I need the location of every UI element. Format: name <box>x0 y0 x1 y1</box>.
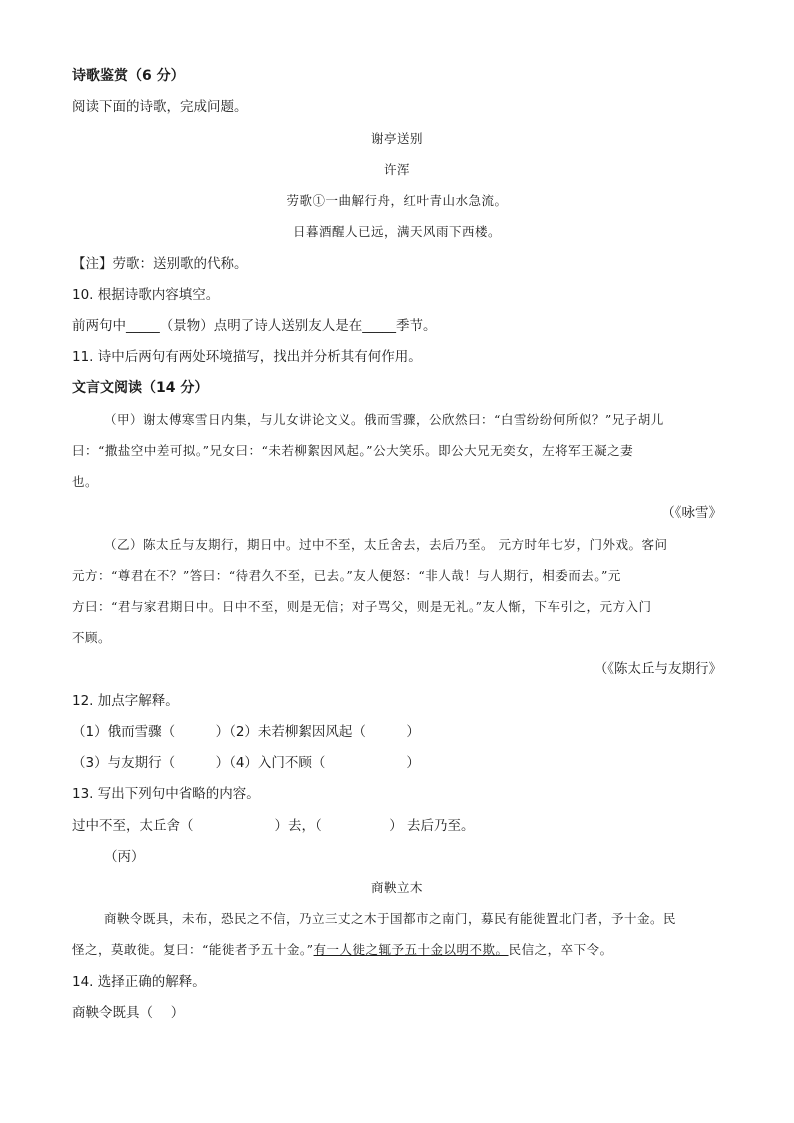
passage-yi-line-2: 元方：“尊君在不？”答曰：“待君久不至，已去。”友人便怒：“非人哉！与人期行，相委而去。”元 <box>72 568 621 583</box>
poem-title: 谢亭送别 <box>370 131 423 146</box>
question-12: 12. 加点字解释。 <box>72 693 179 709</box>
passage-jia-line-1: （甲）谢太傅寒雪日内集，与儿女讲论文义。俄而雪骤，公欣然曰：“白雪纷纷何所似？”兄子胡儿 <box>104 412 664 427</box>
question-10-fill: 前两句中_____（景物）点明了诗人送别友人是在_____季节。 <box>72 318 437 334</box>
passage-yi-source: （《陈太丘与友期行》 <box>593 661 722 677</box>
question-12-items-a: （1）俄而雪骤（ ）（2）未若柳絮因风起（ ） <box>72 724 420 740</box>
underlined-sentence: 有一人徙之辄予五十金以明不欺。 <box>313 942 509 957</box>
passage-bing-line-2-post: 民信之，卒下令。 <box>508 942 613 957</box>
passage-bing-line-1: 商鞅令既具，未布，恐民之不信，乃立三丈之木于国都市之南门，募民有能徙置北门者，予十金。民 <box>104 911 677 926</box>
poem-author: 许浑 <box>383 162 410 177</box>
passage-jia-line-2: 曰：“撒盐空中差可拟。”兄女曰：“未若柳絮因风起。”公大笑乐。即公大兄无奕女，左将军王凝之妻 <box>72 443 634 458</box>
classical-heading: 文言文阅读（14 分） <box>72 380 209 396</box>
poem-line-2: 日暮酒醒人已远，满天风雨下西楼。 <box>292 224 501 239</box>
passage-bing-label: （丙） <box>104 849 145 865</box>
passage-bing-line-2-pre: 怪之，莫敢徙。复曰：“能徙者予五十金。” <box>72 942 314 957</box>
question-14-item: 商鞅令既具（ ） <box>72 1005 185 1021</box>
poem-note: 【注】劳歌：送别歌的代称。 <box>72 256 248 272</box>
passage-bing-title: 商鞅立木 <box>370 880 423 895</box>
question-10: 10. 根据诗歌内容填空。 <box>72 287 220 303</box>
passage-jia-source: （《咏雪》 <box>661 505 722 521</box>
question-14: 14. 选择正确的解释。 <box>72 974 206 990</box>
question-13: 13. 写出下列句中省略的内容。 <box>72 786 260 802</box>
question-13-fill: 过中不至，太丘舍（ ）去，（ ） 去后乃至。 <box>72 818 475 834</box>
passage-yi-line-4: 不顾。 <box>72 630 112 645</box>
passage-bing-line-2 <box>72 940 722 960</box>
passage-yi-line-1: （乙）陈太丘与友期行，期日中。过中不至，太丘舍去，去后乃至。 元方时年七岁，门外戏。客问 <box>104 537 668 552</box>
poetry-instruction: 阅读下面的诗歌，完成问题。 <box>72 99 248 115</box>
poem-line-1: 劳歌①一曲解行舟，红叶青山水急流。 <box>286 193 508 208</box>
question-11: 11. 诗中后两句有两处环境描写，找出并分析其有何作用。 <box>72 349 422 365</box>
question-12-items-b: （3）与友期行（ ）（4）入门不顾（ ） <box>72 755 420 771</box>
poetry-heading: 诗歌鉴赏（6 分） <box>72 68 185 84</box>
passage-yi-line-3: 方曰：“君与家君期日中。日中不至，则是无信；对子骂父，则是无礼。”友人惭，下车引之，元方入门 <box>72 599 652 614</box>
passage-jia-line-3: 也。 <box>72 474 99 489</box>
